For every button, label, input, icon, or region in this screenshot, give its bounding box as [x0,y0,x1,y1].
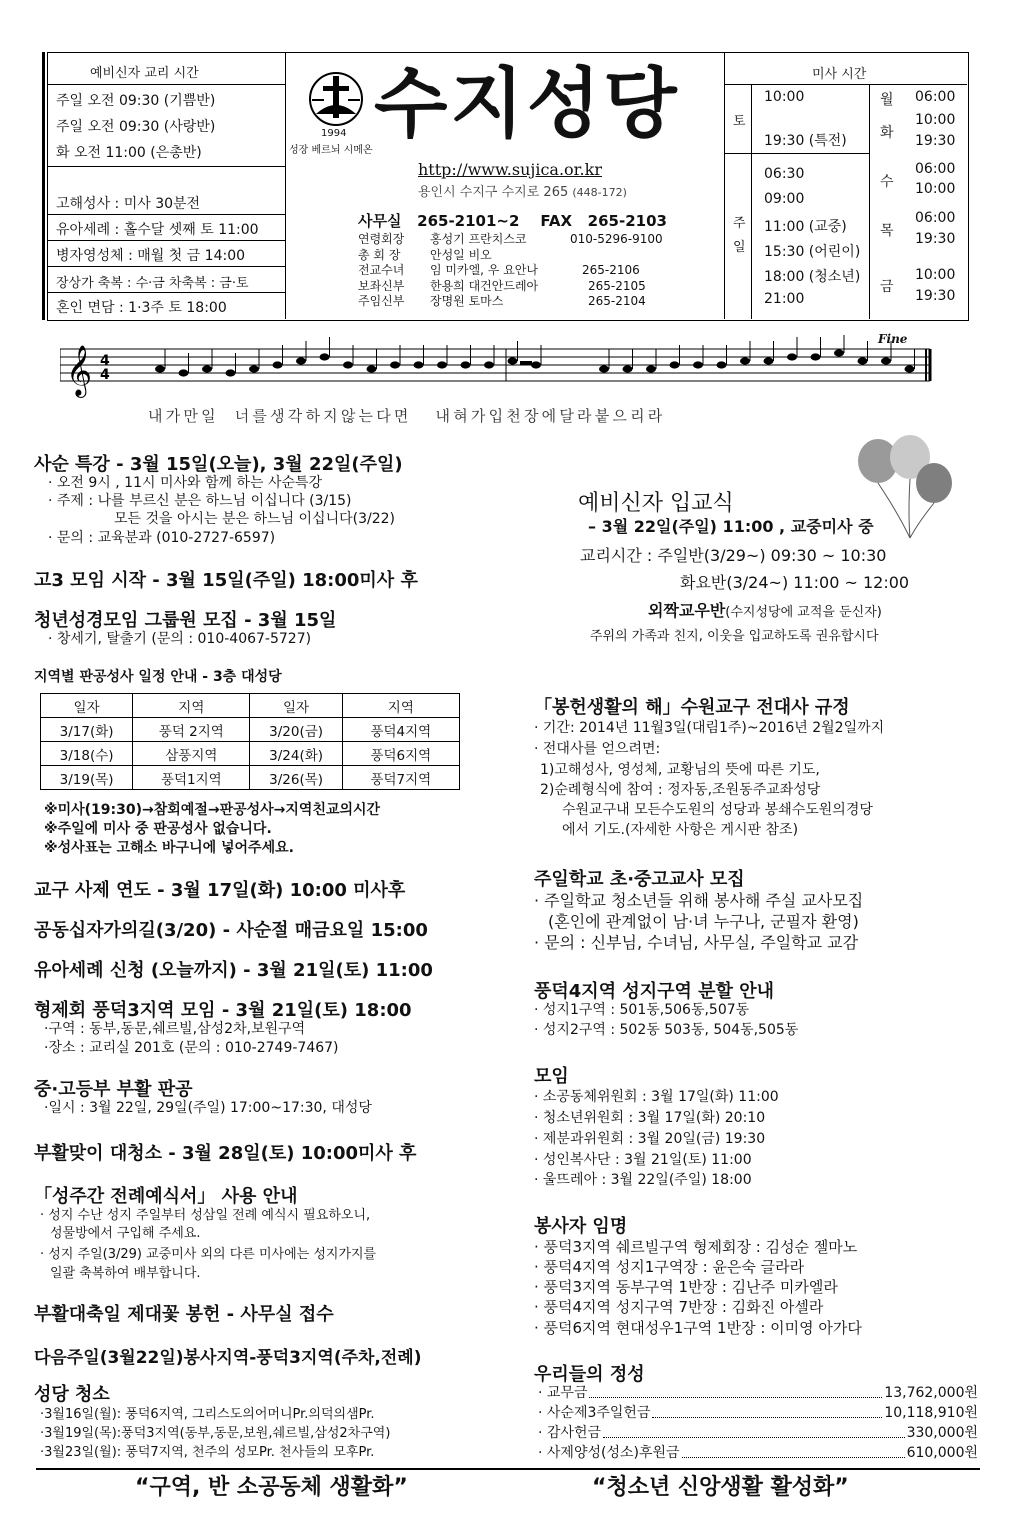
music-note [740,357,750,364]
music-note [155,365,165,372]
section-line: 2)순례형식에 참여 : 정자동,조원동주교좌성당 [540,782,821,798]
catechism-title: 예비신자 교리 시간 [90,66,199,81]
music-note [531,361,541,368]
section-line: · 풍덕4지역 성지구역 7반장 : 김화진 아셀라 [534,1298,824,1316]
music-note [508,357,518,364]
music-note [249,365,259,372]
special-class: 외짝교우반 [648,601,726,620]
music-note [273,361,283,368]
special-class-note: (수지성당에 교적을 둔신자) [725,605,882,620]
note-line: ※성사표는 고해소 바구니에 넣어주세요. [44,840,294,856]
mass-time: 19:30 (특전) [764,133,847,149]
music-note [881,357,891,364]
section-line: · 성지 주일(3/29) 교중미사 외의 다른 미사에는 성지가지를 [40,1247,377,1262]
catechism-row: 화 오전 11:00 (은총반) [56,145,202,161]
mass-time: 09:00 [764,191,805,207]
church-name: 수지성당 [374,59,680,148]
contact-list: 연령회장 홍성기 프란치스코 010-5296-9100 총 회 장 안성일 비오 전교수녀 임 미카엘, 우 요안나 265-2106 보좌신부 한용희 대건안드레아 265-2105 주임신부 장명원 토마스 265-2104 [358,232,663,308]
offering-list [538,1383,978,1463]
table-row: 3/18(수) 삼풍지역 3/24(화) 풍덕6지역 [41,742,460,766]
section-line: · 울뜨레아 : 3월 22일(주일) 18:00 [534,1172,752,1188]
music-note [202,365,212,372]
weekday-time: 10:00 [915,181,956,197]
note-line: ※주일에 미사 중 판공성사 없습니다. [44,821,272,837]
music-note [599,365,609,372]
section-title: 유아세례 신청 (오늘까지) - 3월 21일(토) 11:00 [34,960,433,981]
weekday-label: 화 [880,125,894,141]
section-line: ·3월16일(월): 풍덕6지역, 그리스도의어머니Pr.의덕의샘Pr. [40,1407,375,1422]
section-line: · 문의 : 신부님, 수녀님, 사무실, 주일학교 교감 [534,933,859,952]
section-line: ·일시 : 3월 22일, 29일(주일) 17:00~17:30, 대성당 [44,1100,372,1116]
music-note [343,361,353,368]
section-line: · 풍덕6지역 현대성우1구역 1반장 : 이미영 아가다 [534,1319,862,1337]
mass-time: 21:00 [764,291,805,307]
section-line: · 성지2구역 : 502동 503동, 504동,505동 [534,1022,799,1038]
section-line: · 풍덕4지역 성지1구역장 : 윤은숙 글라라 [534,1258,805,1276]
offering-row: · 사제양성(성소)후원금 610,000원 [538,1445,978,1461]
music-note [623,365,633,372]
weekday-time: 10:00 [915,267,956,283]
info-row: 유아세례 : 홀수달 셋째 토 11:00 [56,222,259,238]
section-title: 주일학교 초·중고교사 모집 [534,869,745,890]
section-line: ·장소 : 교리실 201호 (문의 : 010-2749-7467) [44,1040,339,1056]
section-line: · 성지 수난 성지 주일부터 성삼일 전례 예식시 필요하오니, [40,1208,371,1223]
section-title: 봉사자 임명 [534,1216,628,1237]
section-title: 모임 [534,1066,569,1087]
section-line: · 창세기, 탈출기 (문의 : 010-4067-5727) [48,631,312,647]
section-title: 청년성경모임 그룹원 모집 - 3월 15일 [34,610,337,631]
section-line: · 성지1구역 : 501동,506동,507동 [534,1002,750,1018]
info-row: 고해성사 : 미사 30분전 [56,196,201,212]
section-title: 중·고등부 부활 판공 [34,1079,193,1100]
weekday-time: 10:00 [915,112,956,128]
music-note [296,357,306,364]
section-title: 풍덕4지역 성지구역 분할 안내 [534,981,774,1002]
offering-row: · 교무금 13,762,000원 [538,1385,978,1401]
section-title: 부활맞이 대청소 - 3월 28일(토) 10:00미사 후 [34,1143,417,1164]
section-title: 공동십자가의길(3/20) - 사순절 매금요일 15:00 [34,920,428,941]
section-line: ·구역 : 동부,동문,쉐르빌,삼성2차,보원구역 [44,1021,306,1037]
music-note [834,349,844,356]
confession-schedule-table: 일자 지역 일자 지역 3/17(화) 풍덕 2지역 3/20(금) 풍덕4지역 3/18(수) 삼풍지역 3/24(화) 풍덕6지역 3/19(목) 풍덕1지역 3/26(목) 풍덕7지역 [40,693,460,790]
song-lyrics: 내가만일 너를생각하지않는다면 내혀가입천장에달라붙으리라 [148,407,666,425]
info-row: 혼인 면담 : 1·3주 토 18:00 [56,300,227,316]
music-note [414,361,424,368]
saturday-label: 토 [733,114,746,129]
weekday-time: 19:30 [915,133,956,149]
section-line: · 기간: 2014년 11월3일(대림1주)~2016년 2월2일까지 [534,720,885,736]
note-line: ※미사(19:30)→참회예절→판공성사→지역친교의시간 [44,802,381,818]
catechism-row: 주일 오전 09:30 (기쁨반) [56,93,216,109]
section-line: 성물방에서 구입해 주세요. [50,1226,201,1241]
church-url[interactable]: http://www.sujica.or.kr [418,160,602,179]
section-line: ·3월23일(월): 풍덕7지역, 천주의 성모Pr. 천사들의 모후Pr. [40,1445,375,1460]
table-row: 3/17(화) 풍덕 2지역 3/20(금) 풍덕4지역 [41,718,460,742]
offering-row: · 감사헌금 330,000원 [538,1425,978,1441]
table-row: 3/19(목) 풍덕1지역 3/26(목) 풍덕7지역 [41,766,460,790]
music-note [367,365,377,372]
sunday-label: 주일 [733,216,746,255]
section-footer: 주위의 가족과 친지, 이웃을 입교하도록 권유합시다 [590,629,879,644]
section-subtitle: – 3월 22일(주일) 11:00 , 교중미사 중 [588,517,874,536]
weekday-label: 월 [880,92,894,108]
music-note [461,361,471,368]
section-title: 지역별 판공성사 일정 안내 - 3층 대성당 [34,669,282,685]
section-line: · 풍덕3지역 동부구역 1반장 : 김난주 미카엘라 [534,1278,838,1296]
svg-text:4: 4 [100,367,110,383]
section-line: 에서 기도.(자세한 사항은 게시판 참조) [562,822,799,838]
section-line: · 전대사를 얻으려면: [534,741,661,757]
section-line: · 제분과위원회 : 3월 20일(금) 19:30 [534,1131,766,1147]
music-note [693,361,703,368]
music-staff [60,335,940,405]
music-note [646,365,656,372]
svg-text:4: 4 [100,353,110,369]
music-note [787,353,797,360]
section-title: 예비신자 입교식 [578,491,734,516]
section-title: 「봉헌생활의 해」수원교구 전대사 규정 [534,697,850,718]
postcode: (448-172) [572,186,627,199]
weekday-time: 19:30 [915,288,956,304]
section-title: 교구 사제 연도 - 3월 17일(화) 10:00 미사후 [34,880,406,901]
section-line: ·3월19일(목):풍덕3지역(동부,동문,보원,쉐르빌,삼성2차구역) [40,1426,391,1441]
mass-times-title: 미사 시간 [812,67,867,82]
section-line: · 주일학교 청소년들 위해 봉사해 주실 교사모집 [534,891,864,910]
mass-time: 11:00 (교중) [764,219,847,235]
section-line: 1)고해성사, 영성체, 교황님의 뜻에 따른 기도, [540,762,820,778]
catechism-row: 주일 오전 09:30 (사랑반) [56,119,216,135]
music-note [717,361,727,368]
mass-time: 06:30 [764,166,805,182]
office-phone: 사무실 265-2101~2 FAX 265-2103 [358,212,667,230]
section-title: 고3 모임 시작 - 3월 15일(주일) 18:00미사 후 [34,570,418,591]
section-line: · 소공동체위원회 : 3월 17일(화) 11:00 [534,1089,779,1105]
weekday-label: 금 [880,279,894,295]
section-title: 사순 특강 - 3월 15일(오늘), 3월 22일(주일) [34,454,403,475]
fine-mark: Fine [878,332,908,346]
section-line: · 주제 : 나를 부르신 분은 하느님 이십니다 (3/15) [48,493,352,509]
section-line: · 오전 9시 , 11시 미사와 함께 하는 사순특강 [48,475,323,491]
weekday-label: 수 [880,174,894,190]
music-note [484,361,494,368]
section-title: 성당 청소 [34,1384,110,1405]
music-note [905,365,915,372]
music-note [858,357,868,364]
section-title: 부활대축일 제대꽃 봉헌 - 사무실 접수 [34,1304,334,1325]
weekday-time: 06:00 [915,210,956,226]
weekday-time: 19:30 [915,231,956,247]
section-line: · 풍덕3지역 쉐르빌구역 형제회장 : 김성순 젤마노 [534,1238,858,1256]
section-title: 「성주간 전례예식서」 사용 안내 [34,1186,298,1207]
weekday-time: 06:00 [915,161,956,177]
svg-text:𝄞: 𝄞 [66,345,93,396]
section-title: 다음주일(3월22일)봉사지역-풍덕3지역(주차,전례) [34,1348,422,1368]
logo-caption: 성장 베르뇌 시메온 [289,145,373,156]
music-note [764,357,774,364]
church-logo-icon [306,70,366,128]
section-line: 일괄 축복하여 배부합니다. [50,1266,201,1281]
weekday-time: 06:00 [915,89,956,105]
section-title: 우리들의 정성 [534,1364,645,1385]
section-line: · 청소년위원회 : 3월 17일(화) 20:10 [534,1110,766,1126]
music-note [179,369,189,376]
weekday-label: 목 [880,223,894,239]
music-note [226,369,236,376]
info-row: 장상가 축복 : 수·금 차축복 : 금·토 [56,276,249,291]
church-address: 용인시 수지구 수지로 265 [418,185,569,200]
section-line: · 문의 : 교육분과 (010-2727-6597) [48,530,276,546]
section-line: 교리시간 : 주일반(3/29~) 09:30 ~ 10:30 [580,546,887,565]
section-line: · 성인복사단 : 3월 21일(토) 11:00 [534,1152,752,1168]
mass-time: 10:00 [764,89,805,105]
section-line: (혼인에 관계없이 남·녀 누구나, 군필자 환영) [548,912,859,931]
section-line: 화요반(3/24~) 11:00 ~ 12:00 [680,573,910,592]
music-note [670,361,680,368]
music-note [320,353,330,360]
footer-motto-right: “청소년 신앙생활 활성화” [592,1475,849,1500]
section-title: 형제회 풍덕3지역 모임 - 3월 21일(토) 18:00 [34,1000,412,1021]
offering-row: · 사순제3주일헌금 10,118,910원 [538,1405,978,1421]
section-line: 수원교구내 모든수도원의 성당과 봉쇄수도원의경당 [562,802,873,818]
footer-motto-left: “구역, 반 소공동체 생활화” [135,1475,408,1500]
section-line: 모든 것을 아시는 분은 하느님 이십니다(3/22) [114,511,395,527]
music-note [811,353,821,360]
music-note [390,361,400,368]
logo-year: 1994 [321,128,347,139]
mass-time: 15:30 (어린이) [764,244,861,260]
mass-time: 18:00 (청소년) [764,269,861,285]
music-note [437,361,447,368]
info-row: 병자영성체 : 매월 첫 금 14:00 [56,248,246,264]
